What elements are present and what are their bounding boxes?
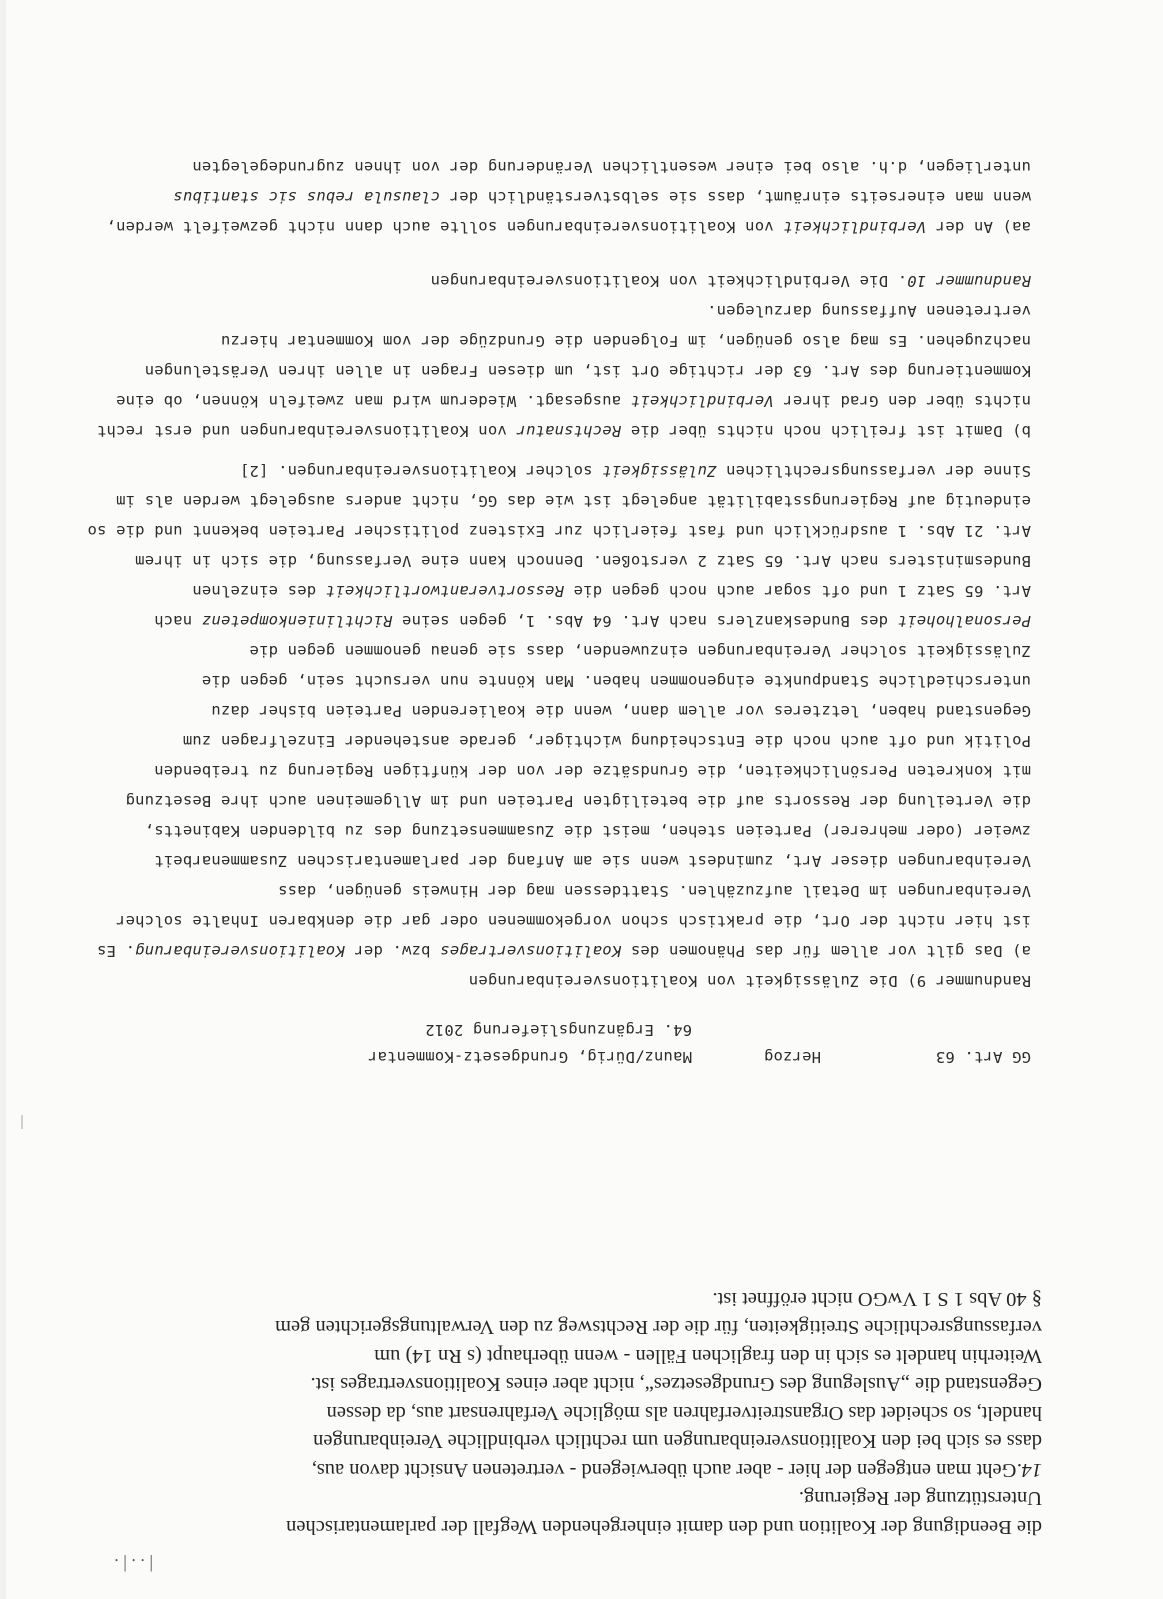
text-run: eindeutig auf Regierungsstabilität angelegt ist wie das GG, nicht anders ausgelegt werden als im <box>115 492 1031 510</box>
text-line <box>275 1484 1042 1513</box>
scan-mark <box>21 1115 23 1129</box>
emphasis: Personalhoheit <box>897 612 1031 630</box>
scan-edge <box>0 0 6 1599</box>
rn9-heading: Randnummer 9) Die Zulässigkeit von Koalitionsvereinbarungen <box>468 972 1031 990</box>
text-run: Art. 65 Satz 1 und oft sogar auch noch gegen die <box>563 582 1031 600</box>
text-run: unterschiedliche Standpunkte eingenommen haben. Man könnte nun versucht sein, gegen die <box>201 672 1031 690</box>
text-line <box>87 786 1031 816</box>
text-run: Zulässigkeit solcher Vereinbarungen einzuwenden, dass sie genau genommen gegen die <box>249 642 1031 660</box>
text-line <box>87 756 1031 786</box>
emphasis: Ressortverantwortlichkeit <box>325 582 564 600</box>
text-line <box>87 486 1031 516</box>
text-run: Bundesministers nach Art. 65 Satz 2 verstoßen. Dennoch kann eine Verfassung, die sich in ihrem <box>135 552 1031 570</box>
scan-fragment: | . . | . <box>114 1555 153 1575</box>
text-run: Politik und oft auch noch die Entscheidung wichtiger, gerade anstehender Einzelfragen zum <box>182 732 1031 750</box>
emphasis: Rechtsnatur <box>516 422 622 440</box>
text-line <box>97 416 1031 446</box>
text-line <box>106 182 1031 212</box>
text-run: . Es <box>96 942 135 960</box>
text-line <box>87 516 1031 546</box>
text-run: Vereinbarungen im Detail aufzuzählen. Stattdessen mag der Hinweis genügen, dass <box>277 882 1031 900</box>
text-line <box>87 936 1031 966</box>
text-line <box>87 726 1031 756</box>
text-run: unterliegen, d.h. also bei einer wesentlichen Veränderung der von ihnen zugrundegelegten <box>192 158 1031 176</box>
text-line <box>275 1427 1042 1456</box>
text-line <box>87 906 1031 936</box>
text-run: bzw. der <box>344 942 441 960</box>
text-line <box>275 1513 1042 1542</box>
text-line <box>97 296 1031 326</box>
emphasis: Verbindlichkeit <box>783 218 927 236</box>
emphasis: Koalitionsvertrages <box>440 942 622 960</box>
text-run: ausgesagt. Wiederum wird man zweifeln können, ob eine <box>115 392 631 410</box>
text-run: nach <box>154 612 202 630</box>
text-run: von Koalitionsvereinbarungen und erst recht <box>96 422 517 440</box>
text-line <box>275 1342 1042 1371</box>
text-run: vertretenen Auffassung darzulegen. <box>706 302 1031 320</box>
emphasis: Koalitionsvereinbarung <box>134 942 345 960</box>
emphasis: Richtlinienkompetenz <box>201 612 393 630</box>
text-line <box>106 212 1031 242</box>
text-run: Art. 21 Abs. 1 ausdrücklich und fast feierlich zur Existenz politischer Parteien bekennt und die so <box>87 522 1031 540</box>
text-run: mit konkreten Persönlichkeiten, die Grundsätze der von der künftigen Regierung zu treibenden <box>154 762 1031 780</box>
paragraph-aa <box>106 152 1031 242</box>
text-run: Gegenstand haben, letzteres vor allem dann, wenn die koalierenden Parteien bisher dazu <box>211 702 1031 720</box>
text-run: wenn man einerseits einräumt, dass sie selbstverständlich der <box>440 188 1031 206</box>
text-line <box>87 576 1031 606</box>
text-line <box>275 1370 1042 1399</box>
text-run: Kommentierung des Art. 63 der richtige Ort ist, um diesen Fragen in allen ihren Verästelungen <box>144 362 1031 380</box>
text-run: ist hier nicht der Ort, die praktisch schon vorgekommenen oder gar die denkbaren Inhalte solcher <box>115 912 1031 930</box>
emphasis: Randnummer 10 <box>907 272 1031 290</box>
text-run: § 40 Abs 1 S 1 VwGO nicht eröffnet ist. <box>712 1288 1042 1310</box>
text-run: Sinne der verfassungsrechtlichen <box>716 462 1031 480</box>
text-run: verfassungsrechtliche Streitigkeiten, für die der Rechtsweg zu den Verwaltungsgerichten gem <box>275 1316 1042 1339</box>
text-run: aa) An der <box>926 218 1031 236</box>
text-run: dass es sich bei den Koalitionsvereinbarungen um rechtlich verbindliche Vereinbarungen <box>313 1430 1042 1453</box>
text-run: nichts über den Grad ihrer <box>773 392 1031 410</box>
text-run: solcher Koalitionsvereinbarungen. [2] <box>239 462 603 480</box>
emphasis: Zulässigkeit <box>602 462 717 480</box>
text-run: des Bundeskanzlers nach Art. 64 Abs. 1, gegen seine <box>392 612 898 630</box>
text-line <box>87 696 1031 726</box>
text-line <box>430 266 1031 296</box>
text-run: . Die Verbindlichkeit von Koalitionsvereinbarungen <box>430 272 908 290</box>
text-run: die Beendigung der Koalition und den damit einhergehenden Wegfall der parlamentarischen <box>286 1516 1042 1538</box>
text-run: b) Damit ist freilich noch nichts über die <box>621 422 1031 440</box>
text-line <box>275 1285 1042 1314</box>
text-line <box>87 456 1031 486</box>
court-decision-text <box>275 1285 1042 1542</box>
article-reference: GG Art. 63 <box>935 1048 1031 1066</box>
text-line <box>87 636 1031 666</box>
text-run: Weiterhin handelt es sich in den fraglichen Fällen - wenn überhaupt (s Rn 14) um <box>374 1345 1042 1367</box>
text-run: die Verteilung der Ressorts auf die beteiligten Parteien und im Allgemeinen auch ihre Besetzung <box>125 792 1031 810</box>
paragraph-b <box>97 296 1031 446</box>
text-line <box>87 816 1031 846</box>
text-line <box>275 1456 1042 1485</box>
text-run: nachzugehen. Es mag also genügen, im Folgenden die Grundzüge der vom Kommentar hierzu <box>220 332 1031 350</box>
text-line <box>87 666 1031 696</box>
text-line <box>275 1399 1042 1428</box>
text-run: Gegenstand die „Auslegung des Grundgesetzes“, nicht aber eines Koalitionsvertrages ist. <box>310 1373 1042 1396</box>
rn10-heading <box>430 266 1031 296</box>
text-run: zweier (oder mehrerer) Parteien stehen, meist die Zusammensetzung des zu bildenden Kabinetts, <box>144 822 1031 840</box>
text-run: Unterstützung der Regierung. <box>798 1487 1042 1510</box>
text-line <box>97 356 1031 386</box>
text-line <box>87 846 1031 876</box>
author-name: Herzog <box>763 1048 821 1066</box>
text-line <box>106 152 1031 182</box>
edition-line: 64. Ergänzungslieferung 2012 <box>425 1021 692 1039</box>
emphasis: 14. <box>1016 1459 1042 1481</box>
text-run: Vereinbarungen dieser Art, zumindest wenn sie am Anfang der parlamentarischen Zusammenarbeit <box>154 852 1031 870</box>
emphasis: clausula rebus sic stantibus <box>173 188 441 206</box>
text-line <box>87 876 1031 906</box>
paragraph-a <box>87 456 1031 966</box>
work-title: Maunz/Dürig, Grundgesetz-Kommentar <box>367 1048 692 1066</box>
text-line <box>87 606 1031 636</box>
emphasis: Verbindlichkeit <box>630 392 774 410</box>
text-line <box>275 1313 1042 1342</box>
text-run: des einzelnen <box>192 582 326 600</box>
text-line <box>87 546 1031 576</box>
text-line <box>97 386 1031 416</box>
text-run: von Koalitionsvereinbarungen sollte auch dann nicht gezweifelt werden, <box>106 218 784 236</box>
text-line <box>97 326 1031 356</box>
text-run: handelt, so scheidet das Organstreitverfahren als mögliche Verfahrensart aus, da dessen <box>326 1402 1042 1424</box>
text-run: Geht man entgegen der hier - aber auch überwiegend - vertretenen Ansicht davon aus, <box>311 1459 1017 1481</box>
text-run: a) Das gilt vor allem für das Phänomen des <box>621 942 1031 960</box>
